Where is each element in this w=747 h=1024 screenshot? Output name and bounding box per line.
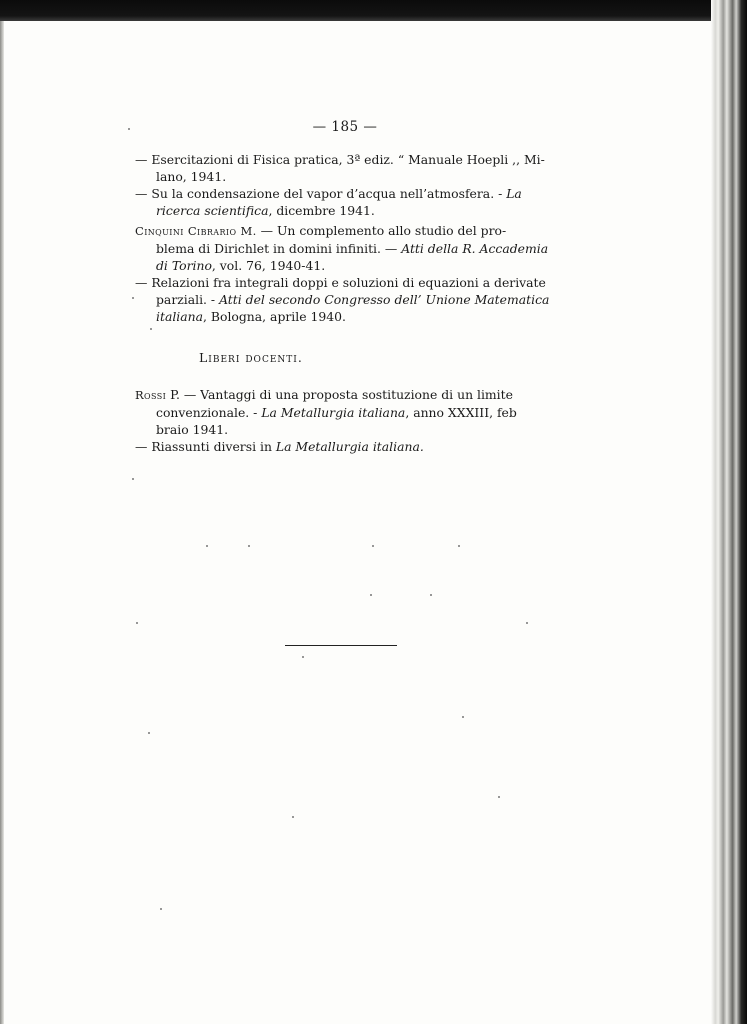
entry-text: , vol. 76, 1940-41. (211, 258, 326, 273)
scan-speck (128, 128, 130, 130)
scan-speck (148, 732, 150, 734)
entry-line (135, 421, 555, 438)
journal-title: La Metallurgia italiana (261, 405, 406, 420)
scan-speck (160, 908, 162, 910)
entry-text: P. — Vantaggi di una proposta sostituzione di un limite (166, 387, 513, 402)
entry-rossi (135, 386, 555, 455)
section-heading: Liberi docenti. (199, 350, 303, 365)
entry-line (135, 404, 555, 421)
journal-title: La (506, 186, 522, 201)
scan-speck (370, 594, 372, 596)
scan-speck (498, 796, 500, 798)
journal-title: Atti della R. Accademia (401, 241, 549, 256)
scan-speck (150, 328, 152, 330)
entry-text: blema di Dirichlet in domini infiniti. — (156, 241, 402, 256)
entry-esercitazioni (135, 151, 555, 185)
scan-speck (462, 716, 464, 718)
page-number: — 185 — (312, 119, 378, 135)
scan-speck (132, 478, 134, 480)
entry-line (135, 291, 555, 308)
scan-speck (430, 594, 432, 596)
entry-text: — Relazioni fra integrali doppi e soluzioni di equazioni a derivate (135, 275, 546, 290)
entry-condensazione (135, 185, 555, 219)
entry-text: — Un complemento allo studio del pro- (256, 223, 507, 238)
entry-text: , anno XXXIII, feb (405, 405, 517, 420)
scan-speck (132, 297, 134, 299)
entry-line (135, 438, 555, 455)
entry-text: Su la condensazione del vapor d’acqua nell’atmosfera. - (151, 186, 507, 201)
entry-line (135, 151, 555, 168)
entry-line (135, 168, 555, 185)
entry-text: braio 1941. (156, 422, 229, 437)
entry-line (135, 274, 555, 291)
entry-dash: — (135, 152, 152, 167)
entry-text: , dicembre 1941. (268, 203, 375, 218)
entry-dash: — (135, 186, 152, 201)
entry-text: , Bologna, aprile 1940. (203, 309, 346, 324)
author-name: Rossi (135, 388, 167, 402)
entry-line (135, 222, 555, 240)
scan-speck (292, 816, 294, 818)
entry-text: lano, 1941. (156, 169, 227, 184)
journal-title: Atti del secondo Congresso dell’ Unione Matematica (219, 292, 550, 307)
scan-speck (526, 622, 528, 624)
entry-cinquini (135, 222, 555, 325)
journal-title: italiana (156, 309, 204, 324)
entry-text: convenzionale. - (156, 405, 262, 420)
scan-speck (458, 545, 460, 547)
entry-text: parziali. - (156, 292, 220, 307)
scan-speck (372, 545, 374, 547)
entry-line (135, 308, 555, 325)
entry-line (135, 257, 555, 274)
entry-line (135, 386, 555, 404)
journal-title: La Metallurgia italiana. (275, 439, 424, 454)
scan-speck (302, 656, 304, 658)
entry-text: — Riassunti diversi in (135, 439, 276, 454)
scan-speck (206, 545, 208, 547)
author-name: Cinquini Cibrario M. (135, 224, 257, 238)
entry-text: Esercitazioni di Fisica pratica, 3ª ediz. “ Manuale Hoepli ,, Mi- (151, 152, 545, 167)
entry-line (135, 185, 555, 202)
scan-speck (248, 545, 250, 547)
book-spine-edge (711, 0, 747, 1024)
entry-line (135, 240, 555, 257)
journal-title: di Torino (156, 258, 212, 273)
entry-line (135, 202, 555, 219)
scan-speck (136, 622, 138, 624)
journal-title: ricerca scientifica (156, 203, 269, 218)
end-rule (285, 645, 397, 646)
